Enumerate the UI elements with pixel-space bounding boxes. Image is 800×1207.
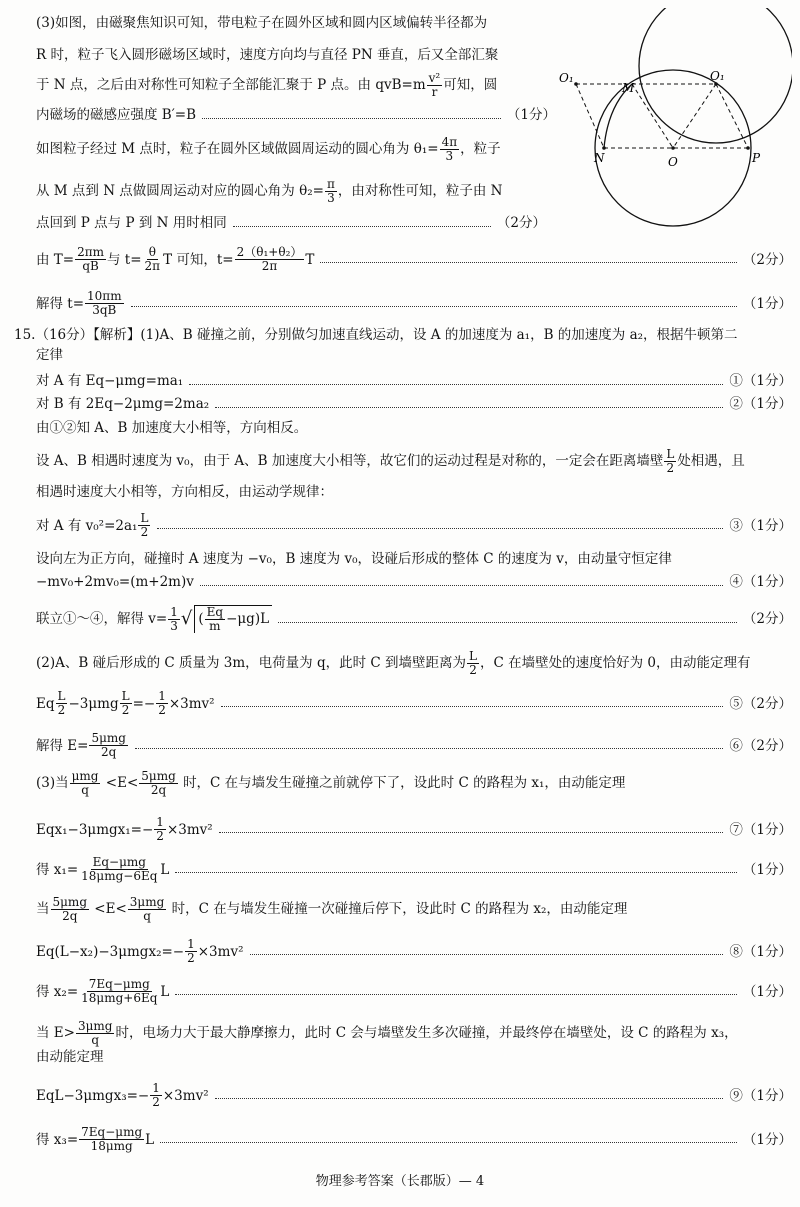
- text-line: 从 M 点到 N 点做圆周运动对应的圆心角为 θ₂= $\frac{\pi}{3}$ ，由对称性可知，粒子由 N: [36, 177, 503, 205]
- equation-line: 内磁场的磁感应强度 B′=B （1分）: [36, 107, 556, 123]
- text-line: (2)A、B 碰后形成的 C 质量为 3m，电荷量为 q，此时 C 到墙壁距离为 $\frac{L}{2}$ ，C 在墙壁处的速度恰好为 0，由动能定理有: [36, 649, 751, 677]
- text-line: R 时，粒子飞入圆形磁场区域时，速度方向均与直径 PN 垂直，后又全部汇聚: [36, 47, 499, 63]
- text-line: 当 E> $\frac{\text{3μmg}}{q}$ 时，电场力大于最大静摩擦力，此时 C 会与墙壁发生多次碰撞，并最终停在墙壁处，设 C 的路程为 x₃，: [36, 1019, 738, 1047]
- text-line: 于 N 点，之后由对称性可知粒子全部能汇聚于 P 点。由 qvB=m $\frac{\text{v²}}{r}$ 可知，圆: [36, 71, 498, 99]
- equation-line: 得 x₁= $\frac{\text{Eq−μmg}}{\text{18μmg−6Eq}}$ L （1分）: [36, 855, 792, 883]
- equation-line: Eq(L−x₂)−3μmgx₂=− $\frac{1}{2}$ ×3mv² ⑧（1分）: [36, 937, 792, 965]
- text-line: (3)当 $\frac{\text{μmg}}{q}$ <E< $\frac{\text{5μmg}}{2q}$ 时，C 在与墙发生碰撞之前就停下了，设此时 C 的路程为 x₁，由动能定理: [36, 769, 626, 797]
- question-header: 15.（16分）【解析】(1)A、B 碰撞之前，分别做匀加速直线运动，设 A 的加速度为 a₁，B 的加速度为 a₂，根据牛顿第二: [14, 327, 738, 343]
- text-line: (3)如图，由磁聚焦知识可知，带电粒子在圆外区域和圆内区域偏转半径都为: [36, 15, 488, 31]
- label-o1-right: O₁: [710, 69, 725, 83]
- label-m: M: [622, 81, 635, 95]
- equation-line: 得 x₃= $\frac{\text{7Eq−μmg}}{\text{18μmg}}$ L （1分）: [36, 1125, 792, 1153]
- equation-line: Eq $\frac{L}{2}$ −3μmg $\frac{L}{2}$ =− $\frac{1}{2}$ ×3mv² ⑤（2分）: [36, 689, 792, 717]
- label-o: O: [668, 155, 678, 169]
- text-line: 如图粒子经过 M 点时，粒子在圆外区域做圆周运动的圆心角为 θ₁= $\frac{4\pi}{3}$ ，粒子: [36, 135, 501, 163]
- label-p: P: [752, 151, 761, 165]
- equation-line: 对 A 有 Eq−μmg=ma₁ ①（1分）: [36, 373, 792, 389]
- text-line: 当 $\frac{\text{5μmg}}{2q}$ <E< $\frac{\text{3μmg}}{q}$ 时，C 在与墙发生碰撞一次碰撞后停下，设此时 C 的路程为 x₂，由动能定理: [36, 895, 628, 923]
- equation-line: Eqx₁−3μmgx₁=− $\frac{1}{2}$ ×3mv² ⑦（1分）: [36, 815, 792, 843]
- dashed-m-o: [632, 84, 673, 148]
- magnetic-focusing-diagram: [556, 8, 792, 230]
- label-o1-left: O₁: [559, 71, 574, 85]
- equation-line: 点回到 P 点与 P 到 N 用时相同 （2分）: [36, 215, 546, 231]
- text-line: 由动能定理: [36, 1049, 104, 1065]
- text-line: 定律: [36, 347, 63, 363]
- equation-line: 对 A 有 v₀²=2a₁ $\frac{L}{2}$ ③（1分）: [36, 511, 792, 539]
- equation-line: 联立①～④，解得 v= $\frac{1}{3}$ √ ( $\frac{Eq}{m}$ −μg)L （2分）: [36, 604, 792, 633]
- equation-line: 得 x₂= $\frac{\text{7Eq−μmg}}{\text{18μmg+6Eq}}$ L （1分）: [36, 977, 792, 1005]
- equation-line: 解得 t= $\frac{10\pi m}{3qB}$ （1分）: [36, 289, 792, 317]
- dashed-o1-o: [673, 84, 716, 148]
- equation-line: EqL−3μmgx₃=− $\frac{1}{2}$ ×3mv² ⑨（1分）: [36, 1081, 792, 1109]
- text-line: 相遇时速度大小相等，方向相反，由运动学规律：: [36, 484, 333, 500]
- label-n: N: [594, 151, 605, 165]
- text-line: 设向左为正方向，碰撞时 A 速度为 −v₀，B 速度为 v₀，设碰后形成的整体 C 的速度为 v，由动量守恒定律: [36, 551, 672, 567]
- page-footer: 物理参考答案（长郡版）— 4: [315, 1174, 485, 1189]
- text-line: 设 A、B 相遇时速度为 v₀，由于 A、B 加速度大小相等，故它们的运动过程是对称的，一定会在距离墙壁 $\frac{L}{2}$ 处相遇，且: [36, 447, 745, 475]
- dashed-o1-n: [576, 84, 604, 148]
- text-line: 由①②知 A、B 加速度大小相等，方向相反。: [36, 420, 308, 436]
- equation-line: 由 T= $\frac{2\pi m}{qB}$ 与 t= $\frac{\theta}{2\pi}$ T 可知，t= $\frac{\text{2（θ₁+θ₂）}}{2\pi}$ T （2分）: [36, 245, 792, 273]
- equation-line: 对 B 有 2Eq−2μmg=2ma₂ ②（1分）: [36, 396, 792, 412]
- equation-line: 解得 E= $\frac{\text{5μmg}}{2q}$ ⑥（2分）: [36, 731, 792, 759]
- equation-line: −mv₀+2mv₀=(m+2m)v ④（1分）: [36, 574, 792, 590]
